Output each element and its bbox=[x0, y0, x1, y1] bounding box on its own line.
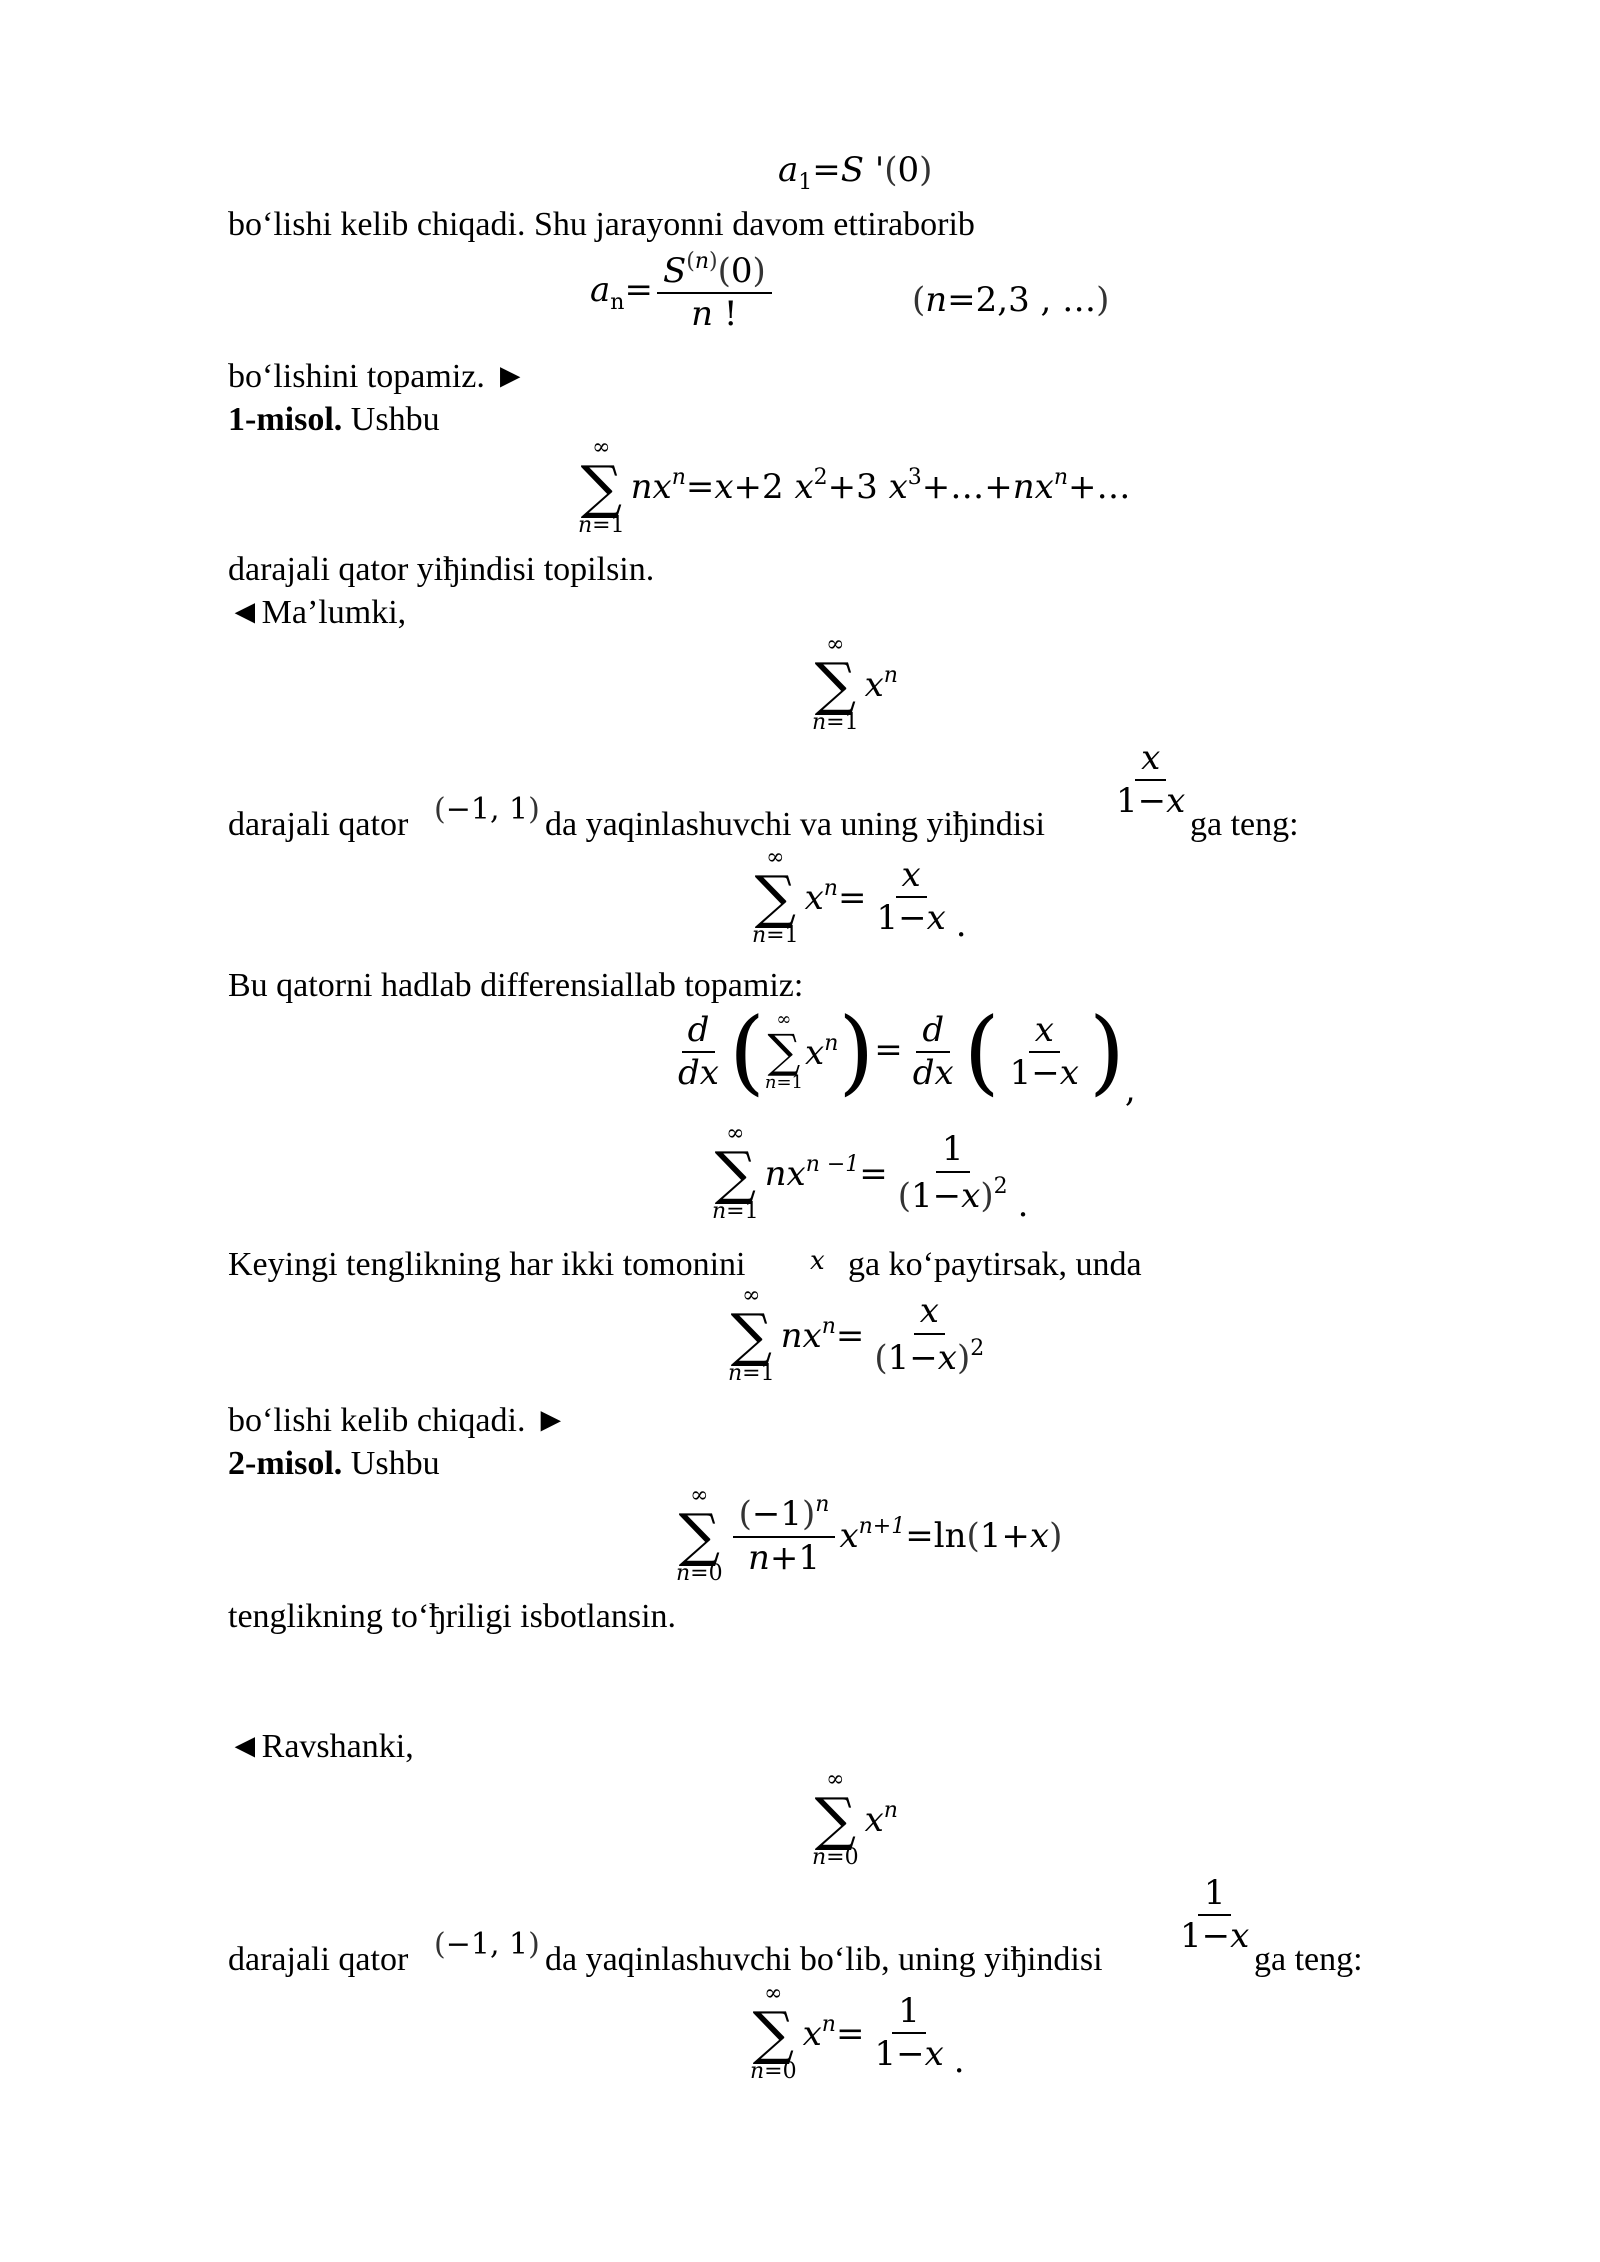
formula-n-range: (n=2,3 , …) bbox=[912, 280, 1110, 320]
text-line-6-c: ga teng: bbox=[1190, 806, 1299, 843]
interval-2: (−1, 1) bbox=[434, 1927, 540, 1962]
text-line-13 bbox=[228, 1940, 408, 1980]
formula-derivative-result: ∞ ∑ n=1 $nx^{n -1}=$ $\frac{1}{(1-x)^2}$ . bbox=[712, 1121, 1029, 1225]
text-line-8-a: Keyingi tenglikning har ikki tomonini bbox=[228, 1246, 746, 1283]
fraction-1-over-1-minus-x: $\frac{1}{1-x}$ bbox=[1180, 1873, 1250, 1957]
variable-x-inline: x bbox=[810, 1246, 825, 1276]
formula-series-nxn: ∞ ∑ n=1 $nx^n=x+2$ $x^2+3$ $x^3+\dots+nx^n+\dots$ bbox=[578, 435, 1131, 538]
example-2-rest: Ushbu bbox=[342, 1445, 440, 1482]
formula-derivative: $\frac{d}{dx}$ ( ∞ ∑ n=1 $x^n)=$ $\frac{d}{dx}$ ( $\frac{x}{1-x}$ ), bbox=[678, 998, 1136, 1110]
fraction-x-over-1-minus-x: $\frac{x}{1-x}$ bbox=[1116, 738, 1186, 822]
interval-1: (−1, 1) bbox=[434, 792, 540, 827]
text-line-7: Bu qatorni hadlab differensiallab topamiz: bbox=[228, 967, 804, 1004]
text-line-6-a: darajali qator bbox=[228, 806, 409, 843]
text-line-8-b: ga ko‘paytirsak, unda bbox=[848, 1246, 1142, 1283]
text-line-6-b: da yaqinlashuvchi va uning yiђindisi bbox=[545, 806, 1045, 843]
formula-an: $a_n=$ $\frac{S^{(n)}(0)}{n !}$ bbox=[590, 250, 776, 334]
example-1-rest: Ushbu bbox=[342, 401, 440, 438]
text-line-4: darajali qator yiђindisi topilsin. bbox=[228, 551, 655, 588]
text-line-13-b-wrap bbox=[545, 1940, 1103, 1980]
formula-geometric-sum: ∞ ∑ n=0 $x^n=$ $\frac{1}{1-x}$ . bbox=[750, 1981, 965, 2084]
text-line-13-c: ga teng: bbox=[1254, 1941, 1363, 1978]
text-line-6-b-wrap bbox=[545, 805, 1045, 845]
text-line-13-c-wrap bbox=[1254, 1940, 1363, 1980]
formula-ln-series: ∞ ∑ n=0 $\frac{(-1)^n}{n+1}$ $x^{n+1}=\ln(1+x)$ bbox=[676, 1483, 1063, 1586]
formula-sum-xn-0: ∞ ∑ n=0 $x^n$ bbox=[812, 1767, 898, 1870]
example-1-label: 1-misol. bbox=[228, 401, 343, 438]
text-line-6 bbox=[228, 805, 408, 845]
text-line-12: ◄Ravshanki, bbox=[228, 1728, 414, 1765]
formula-sum-xn-equals: ∞ ∑ n=1 $x^n=$ $\frac{x}{1-x}$ . bbox=[752, 845, 967, 948]
text-line-1: bo‘lishi kelib chiqadi. Shu jarayonni davom ettiraborib bbox=[228, 206, 975, 243]
text-line-8-b-wrap bbox=[848, 1245, 1142, 1285]
example-2-label: 2-misol. bbox=[228, 1445, 343, 1482]
text-line-9: bo‘lishi kelib chiqadi. ► bbox=[228, 1402, 568, 1439]
text-line-5: ◄Ma’lumki, bbox=[228, 594, 407, 631]
text-line-8 bbox=[228, 1245, 746, 1285]
example-1-heading bbox=[228, 400, 440, 440]
text-line-2: bo‘lishini topamiz. ► bbox=[228, 358, 528, 395]
text-line-13-a: darajali qator bbox=[228, 1941, 409, 1978]
text-line-13-b: da yaqinlashuvchi bo‘lib, uning yiђindisi bbox=[545, 1941, 1103, 1978]
formula-sum-xn-1: ∞ ∑ n=1 $x^n$ bbox=[812, 632, 898, 735]
text-line-11: tenglikning to‘ђriligi isbotlansin. bbox=[228, 1598, 677, 1635]
formula-a1: $a_1=S$ '(0) bbox=[778, 150, 933, 195]
example-2-heading bbox=[228, 1444, 440, 1484]
text-line-6-c-wrap bbox=[1190, 805, 1299, 845]
formula-series-result: ∞ ∑ n=1 $nx^n=$ $\frac{x}{(1-x)^2}$ bbox=[728, 1283, 985, 1386]
